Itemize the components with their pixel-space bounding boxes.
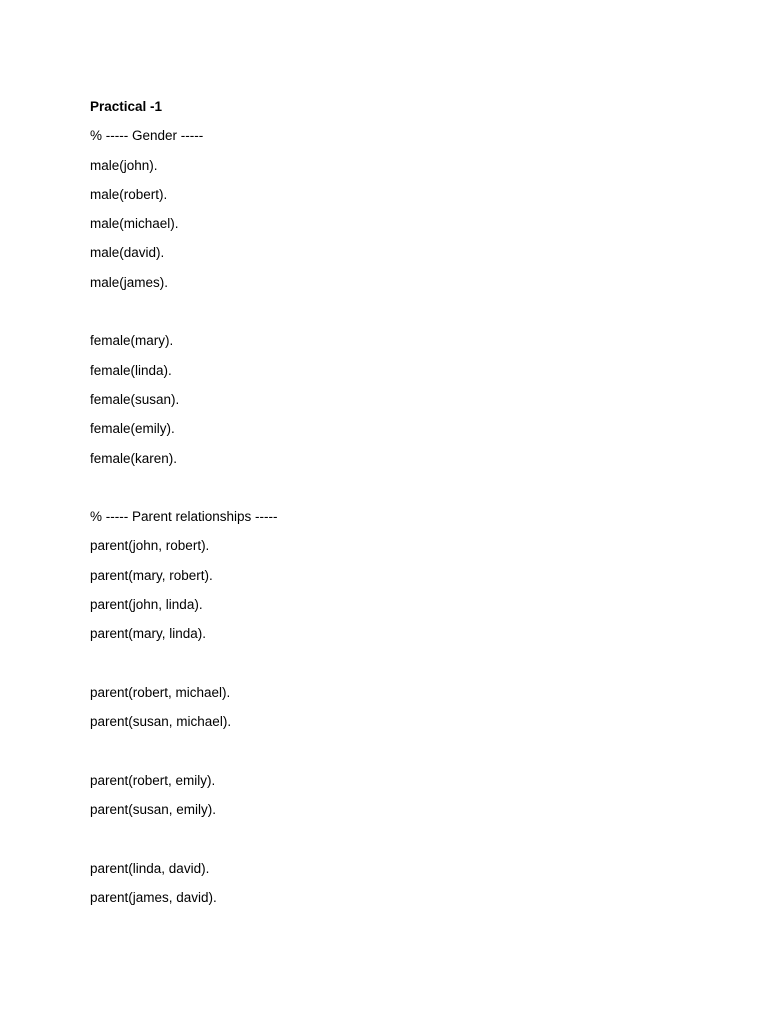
female-fact: female(emily). [90,421,175,437]
parent-fact: parent(linda, david). [90,860,210,876]
blank-line [90,649,690,678]
document-page [90,92,690,912]
parent-fact: parent(james, david). [90,890,217,906]
male-fact: male(david). [90,245,165,261]
parent-fact: parent(john, linda). [90,597,203,613]
parent-fact: parent(susan, michael). [90,714,232,730]
document-title: Practical -1 [90,99,163,114]
parent-fact: parent(robert, emily). [90,772,216,788]
parent-fact: parent(susan, emily). [90,802,217,818]
parent-comment: % ----- Parent relationships ----- [90,509,278,525]
parent-fact: parent(mary, linda). [90,626,207,642]
parent-fact: parent(john, robert). [90,538,210,554]
female-fact: female(mary). [90,333,174,349]
male-fact: male(james). [90,274,169,290]
female-fact: female(karen). [90,450,178,466]
blank-line [90,737,690,766]
female-fact: female(susan). [90,391,180,407]
male-fact: male(robert). [90,186,168,202]
male-fact: male(michael). [90,216,179,232]
gender-comment: % ----- Gender ----- [90,128,204,144]
blank-line [90,824,690,853]
blank-line [90,473,690,502]
male-fact: male(john). [90,157,158,173]
blank-line [90,297,690,326]
parent-fact: parent(mary, robert). [90,567,213,583]
parent-fact: parent(robert, michael). [90,684,231,700]
female-fact: female(linda). [90,362,172,378]
